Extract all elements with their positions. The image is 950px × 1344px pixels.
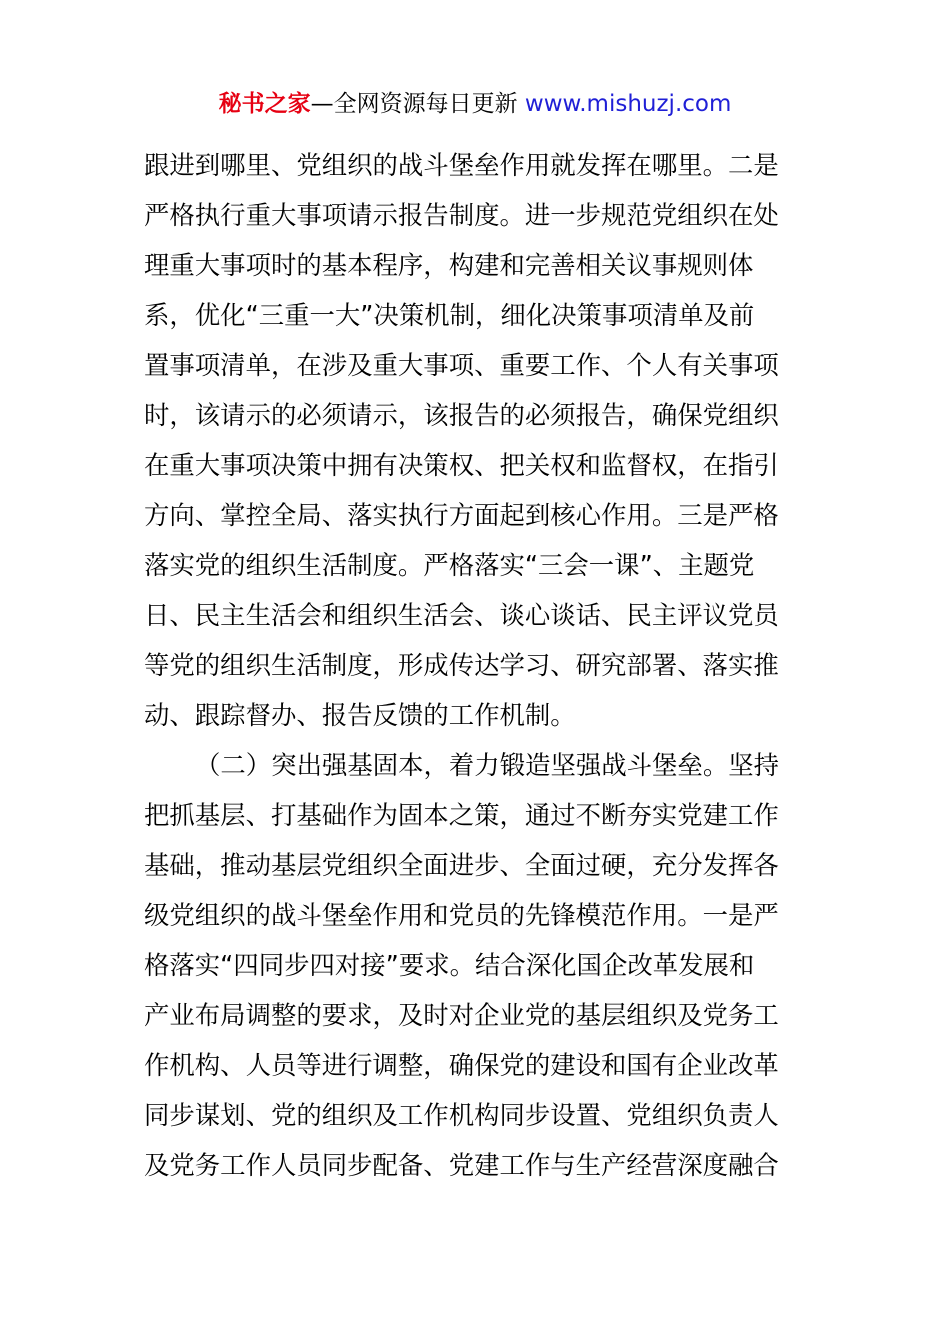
- text-line: 同步谋划、党的组织及工作机构同步设置、党组织负责人: [144, 1100, 779, 1130]
- header-url-link[interactable]: www.mishuzj.com: [524, 91, 732, 117]
- text-line: 严格执行重大事项请示报告制度。进一步规范党组织在处: [144, 200, 779, 230]
- text-line: 日、民主生活会和组织生活会、谈心谈话、民主评议党员: [144, 600, 779, 630]
- text-line: 动、跟踪督办、报告反馈的工作机制。: [144, 700, 576, 730]
- text-line: 格落实“四同步四对接”要求。结合深化国企改革发展和: [144, 950, 755, 980]
- text-line: 把抓基层、打基础作为固本之策，通过不断夯实党建工作: [144, 800, 779, 830]
- text-line: 基础，推动基层党组织全面进步、全面过硬，充分发挥各: [144, 850, 779, 880]
- text-line: 级党组织的战斗堡垒作用和党员的先锋模范作用。一是严: [144, 900, 779, 930]
- text-line: 及党务工作人员同步配备、党建工作与生产经营深度融合: [144, 1150, 779, 1180]
- text-line: 时，该请示的必须请示，该报告的必须报告，确保党组织: [144, 400, 779, 430]
- text-line: 置事项清单，在涉及重大事项、重要工作、个人有关事项: [144, 350, 779, 380]
- document-body: [144, 140, 808, 1190]
- text-line: 在重大事项决策中拥有决策权、把关权和监督权，在指引: [144, 450, 779, 480]
- header-tagline: —全网资源每日更新: [310, 91, 518, 117]
- text-line: 方向、掌控全局、落实执行方面起到核心作用。三是严格: [144, 500, 779, 530]
- paragraph-start-line: （二）突出强基固本，着力锻造坚强战斗堡垒。坚持: [195, 750, 779, 780]
- text-line: 理重大事项时的基本程序，构建和完善相关议事规则体: [144, 250, 754, 280]
- text-line: 产业布局调整的要求，及时对企业党的基层组织及党务工: [144, 1000, 779, 1030]
- page-header: [0, 88, 950, 120]
- text-line: 跟进到哪里、党组织的战斗堡垒作用就发挥在哪里。二是: [144, 150, 779, 180]
- text-line: 等党的组织生活制度，形成传达学习、研究部署、落实推: [144, 650, 779, 680]
- text-line: 落实党的组织生活制度。严格落实“三会一课”、主题党: [144, 550, 755, 580]
- text-line: 作机构、人员等进行调整，确保党的建设和国有企业改革: [144, 1050, 779, 1080]
- header-brand: 秘书之家: [218, 91, 311, 117]
- text-line: 系，优化“三重一大”决策机制，细化决策事项清单及前: [144, 300, 755, 330]
